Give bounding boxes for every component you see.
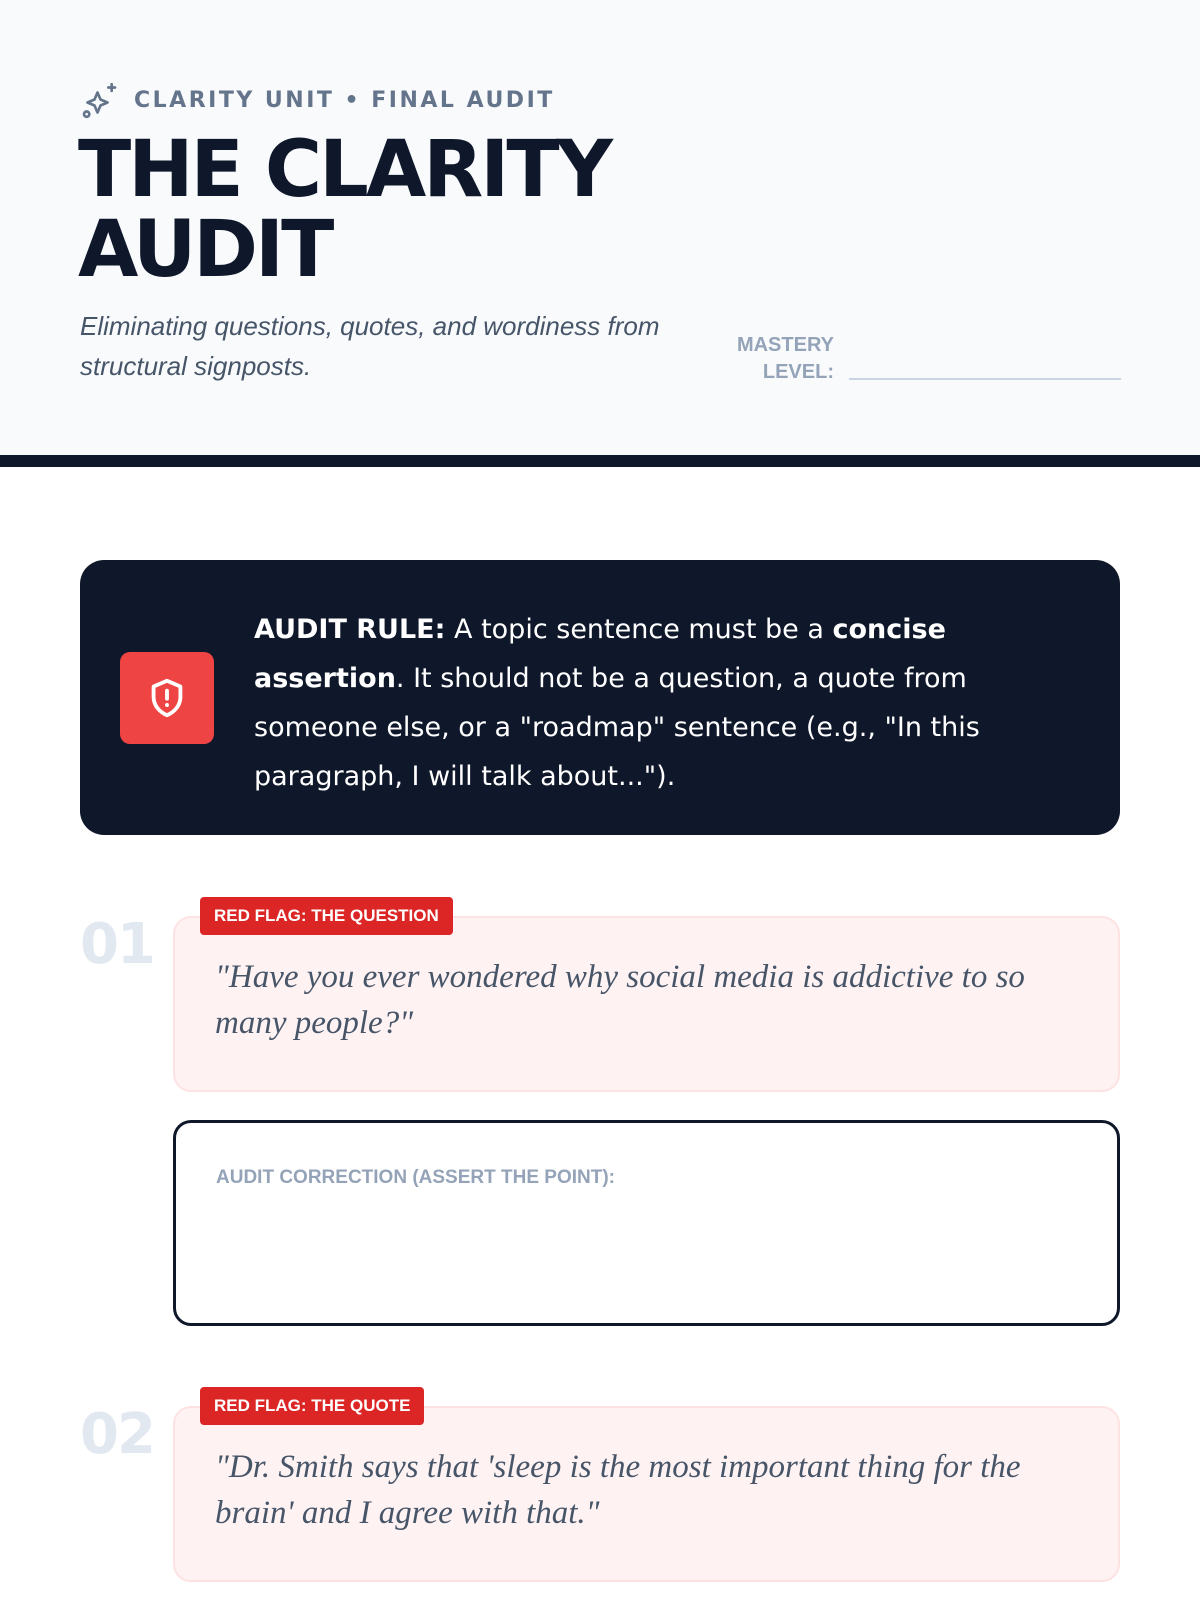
red-flag-card <box>173 916 1120 1092</box>
red-flag-badge: RED FLAG: THE QUOTE <box>200 1387 424 1425</box>
page-subtitle: Eliminating questions, quotes, and wordiness from structural signposts. <box>80 311 660 381</box>
mastery-label-line-2: LEVEL: <box>762 361 834 383</box>
audit-rule-text <box>254 605 1054 801</box>
red-flag-example: "Have you ever wondered why social media is addictive to so many people?" <box>215 959 1025 1041</box>
audit-rule-label: AUDIT RULE: <box>254 614 446 645</box>
item-number: 01 <box>80 912 154 977</box>
page-title-line-1: THE CLARITY <box>78 125 611 215</box>
shield-alert-icon <box>120 652 214 744</box>
page-title-line-2: AUDIT <box>78 205 332 295</box>
worksheet-header <box>0 0 1200 467</box>
red-flag-example: "Dr. Smith says that 'sleep is the most important thing for the brain' and I agree with that." <box>215 1449 1021 1531</box>
mastery-level-field[interactable] <box>849 378 1121 380</box>
eyebrow-text: CLARITY UNIT • FINAL AUDIT <box>134 87 555 113</box>
audit-rule-box <box>80 560 1120 835</box>
mastery-label-line-1: MASTERY <box>736 334 834 356</box>
red-flag-card <box>173 1406 1120 1582</box>
audit-correction-field[interactable] <box>173 1120 1120 1326</box>
audit-rule-text-part2: . It should not be a question, a quote from someone else, or a "roadmap" sentence (e.g., "In this paragraph, I will talk about..."). <box>254 663 980 792</box>
mastery-level-label <box>700 332 834 386</box>
red-flag-badge: RED FLAG: THE QUESTION <box>200 897 453 935</box>
item-number: 02 <box>80 1402 154 1467</box>
audit-correction-label: AUDIT CORRECTION (ASSERT THE POINT): <box>216 1167 615 1188</box>
audit-rule-emphasis: concise assertion <box>254 614 946 694</box>
audit-rule-text-part1: A topic sentence must be a <box>445 614 833 645</box>
page-title <box>78 125 778 295</box>
sparkles-icon <box>80 80 120 120</box>
eyebrow <box>80 80 555 120</box>
